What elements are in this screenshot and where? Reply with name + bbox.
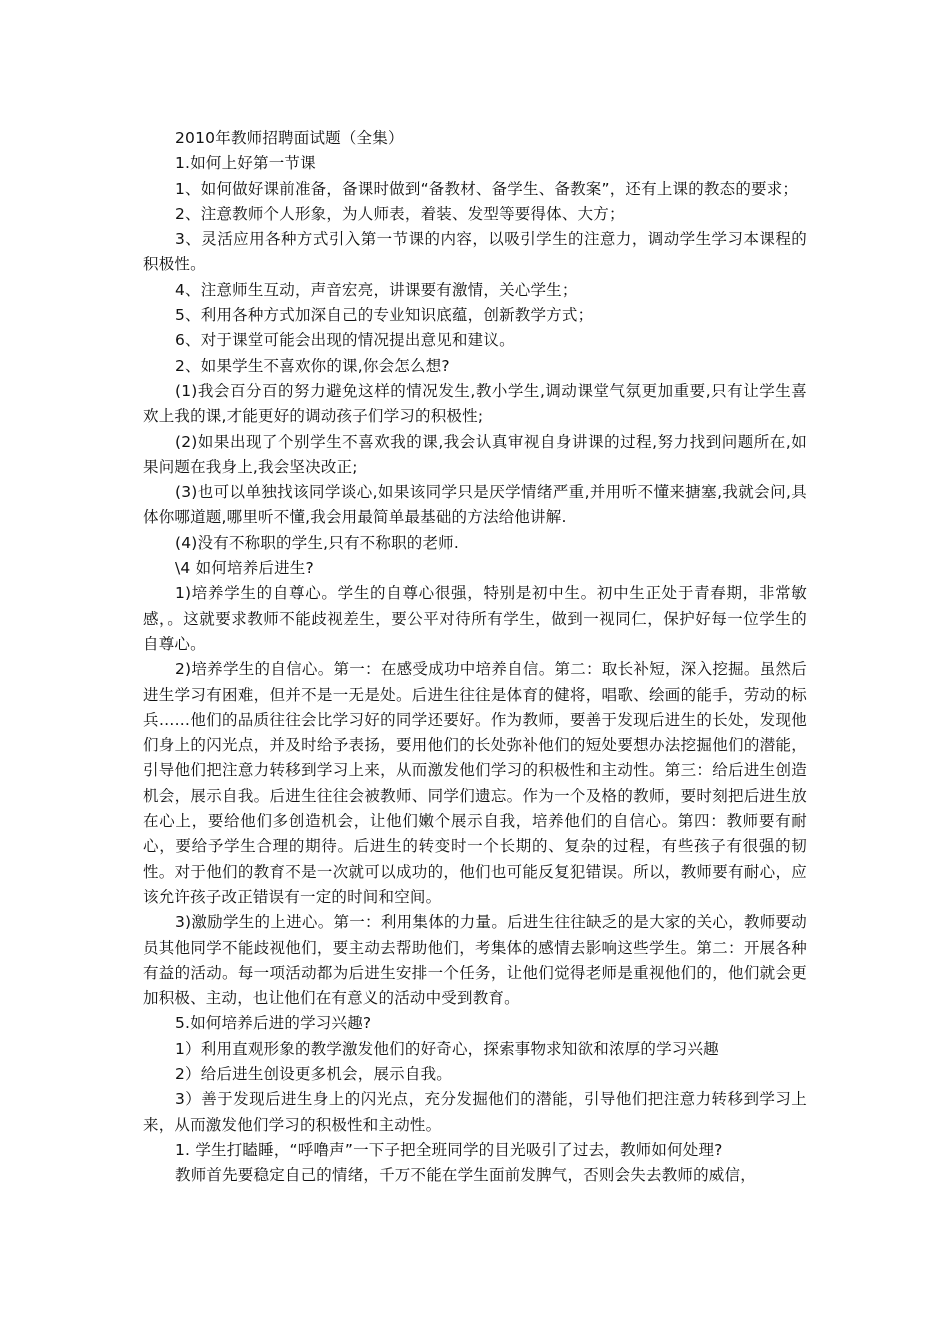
paragraph: 3）善于发现后进生身上的闪光点，充分发掘他们的潜能，引导他们把注意力转移到学习上来，从而激发他们学习的积极性和主动性。 [143, 1090, 807, 1134]
paragraph: 5.如何培养后进的学习兴趣? [175, 1014, 372, 1033]
paragraph: 1）利用直观形象的教学激发他们的好奇心，探索事物求知欲和浓厚的学习兴趣 [175, 1039, 719, 1058]
paragraph: (1)我会百分百的努力避免这样的情况发生,教小学生,调动课堂气氛更加重要,只有让学生喜欢上我的课,才能更好的调动孩子们学习的积极性; [143, 381, 807, 426]
paragraph: 3、灵活应用各种方式引入第一节课的内容，以吸引学生的注意力，调动学生学习本课程的积极性。 [143, 230, 807, 274]
paragraph: (2)如果出现了个别学生不喜欢我的课,我会认真审视自身讲课的过程,努力找到问题所在,如果问题在我身上,我会坚决改正; [143, 432, 807, 476]
paragraph: 1. 学生打瞌睡，“呼噜声”一下子把全班同学的目光吸引了过去，教师如何处理? [175, 1140, 723, 1159]
paragraph: (4)没有不称职的学生,只有不称职的老师. [175, 533, 460, 552]
paragraph: 5、利用各种方式加深自己的专业知识底蕴，创新教学方式； [175, 306, 594, 325]
paragraph: 1、如何做好课前准备，备课时做到“备教材、备学生、备教案”，还有上课的教态的要求； [175, 179, 799, 198]
document-body [143, 126, 807, 1188]
paragraph: (3)也可以单独找该同学谈心,如果该同学只是厌学情绪严重,并用听不懂来搪塞,我就会问,具体你哪道题,哪里听不懂,我会用最简单最基础的方法给他讲解. [143, 483, 807, 527]
paragraph: 2）给后进生创设更多机会，展示自我。 [175, 1064, 452, 1083]
document-title: 2010年教师招聘面试题（全集） [175, 129, 404, 147]
paragraph: 教师首先要稳定自己的情绪，千万不能在学生面前发脾气，否则会失去教师的威信， [175, 1166, 756, 1185]
paragraph: 2、如果学生不喜欢你的课,你会怎么想? [175, 356, 450, 375]
paragraph: 1.如何上好第一节课 [175, 154, 316, 173]
paragraph: 6、对于课堂可能会出现的情况提出意见和建议。 [175, 331, 515, 350]
paragraph: 3)激励学生的上进心。第一：利用集体的力量。后进生往往缺乏的是大家的关心，教师要动员其他同学不能歧视他们，要主动去帮助他们，考集体的感情去影响这些学生。第二：开展各种有益的活动。每一项活动都为后进生安排一个任务，让他们觉得老师是重视他们的，他们就会更加积极、主动，也让他们在有意义的活动中受到教育。 [143, 913, 807, 1008]
paragraph: 4、注意师生互动，声音宏亮，讲课要有激情，关心学生； [175, 280, 578, 299]
paragraph: 2、注意教师个人形象，为人师表，着装、发型等要得体、大方； [175, 204, 625, 223]
paragraph: \4 如何培养后进生? [175, 559, 314, 578]
paragraph: 2)培养学生的自信心。第一：在感受成功中培养自信。第二：取长补短，深入挖掘。虽然后进生学习有困难，但并不是一无是处。后进生往往是体育的健将，唱歌、绘画的能手，劳动的标兵……他们的品质往往会比学习好的同学还要好。作为教师，要善于发现后进生的长处，发现他们身上的闪光点，并及时给予表扬，要用他们的长处弥补他们的短处要想办法挖掘他们的潜能，引导他们把注意力转移到学习上来，从而激发他们学习的积极性和主动性。第三：给后进生创造机会，展示自我。后进生往往会被教师、同学们遗忘。作为一个及格的教师，要时刻把后进生放在心上，要给他们多创造机会，让他们嫩个展示自我，培养他们的自信心。第四：教师要有耐心，要给予学生合理的期待。后进生的转变时一个长期的、复杂的过程，有些孩子有很强的韧性。对于他们的教育不是一次就可以成功的，他们也可能反复犯错误。所以，教师要有耐心，应该允许孩子改正错误有一定的时间和空间。 [143, 660, 807, 906]
paragraph: 1)培养学生的自尊心。学生的自尊心很强，特别是初中生。初中生正处于青春期，非常敏感，。这就要求教师不能歧视差生，要公平对待所有学生，做到一视同仁，保护好每一位学生的自尊心。 [143, 584, 807, 653]
